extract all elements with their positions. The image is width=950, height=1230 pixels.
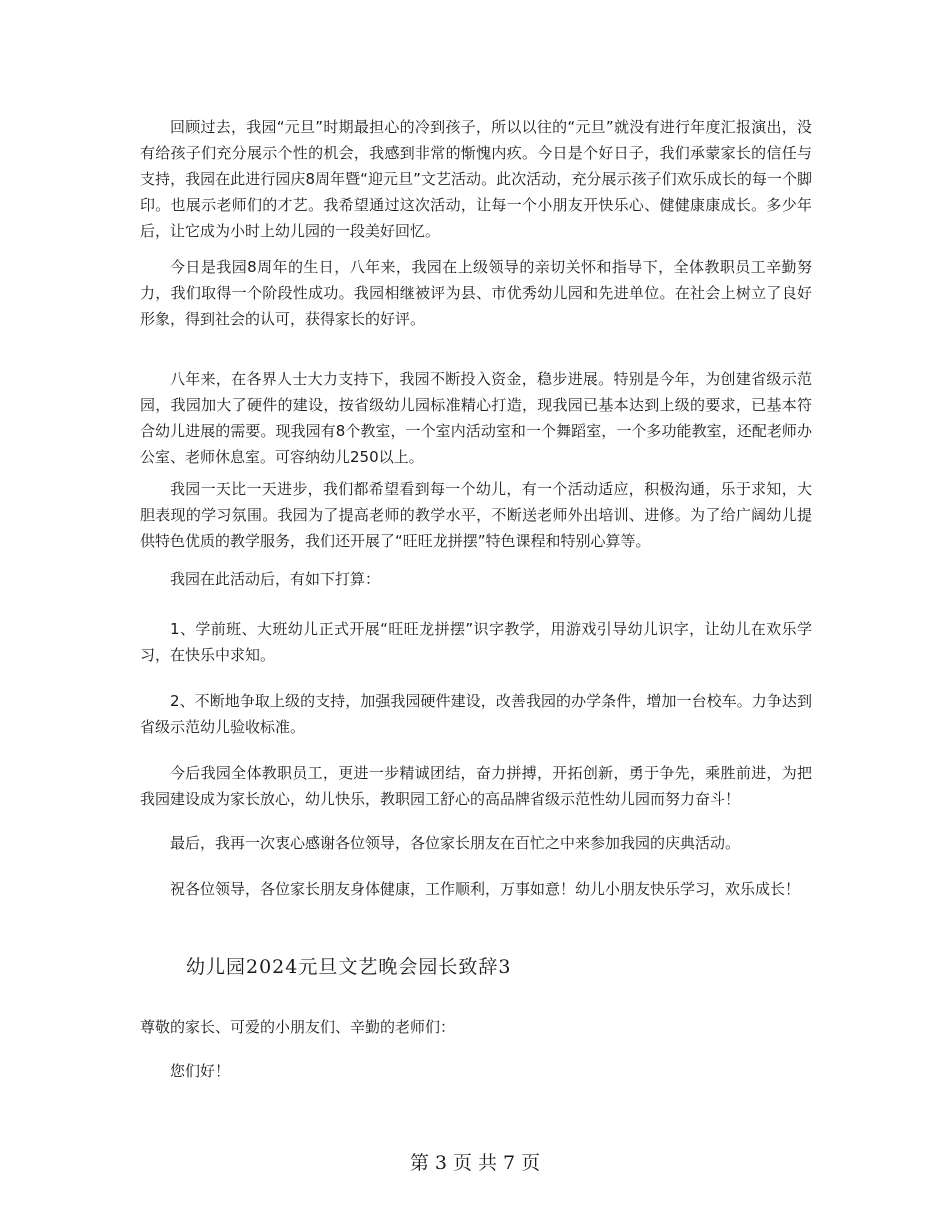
paragraph-future: 今后我园全体教职员工，更进一步精诚团结，奋力拼搏，开拓创新，勇于争先，乘胜前进，为把我园建设成为家长放心，幼儿快乐，教职园工舒心的高品牌省级示范性幼儿园而努力奋斗！ xyxy=(140,764,812,808)
paragraph-plan-2: 2、不断地争取上级的支持，加强我园硬件建设，改善我园的办学条件，增加一台校车。力争达到省级示范幼儿验收标准。 xyxy=(140,692,812,736)
paragraph-progress: 我园一天比一天进步，我们都希望看到每一个幼儿，有一个活动适应，积极沟通，乐于求知，大胆表现的学习氛围。我园为了提高老师的教学水平，不断送老师外出培训、进修。为了给广阔幼儿提供特色优质的教学服务，我们还开展了“旺旺龙拼摆”特色课程和特别心算等。 xyxy=(140,480,812,550)
section-heading: 幼儿园2024元旦文艺晚会园长致辞3 xyxy=(186,956,512,978)
paragraph-eight-years-investment: 八年来，在各界人士大力支持下，我园不断投入资金，稳步进展。特别是今年，为创建省级示范园，我园加大了硬件的建设，按省级幼儿园标准精心打造，现我园已基本达到上级的要求，已基本符合幼儿进展的需要。现我园有8个教室，一个室内活动室和一个舞蹈室，一个多功能教室，还配老师办公室、老师休息室。可容纳幼儿250以上。 xyxy=(140,370,812,466)
paragraph-thanks: 最后，我再一次衷心感谢各位领导，各位家长朋友在百忙之中来参加我园的庆典活动。 xyxy=(170,834,741,852)
paragraph-plans-intro: 我园在此活动后，有如下打算： xyxy=(170,570,381,588)
paragraph-wishes: 祝各位领导，各位家长朋友身体健康，工作顺利，万事如意！幼儿小朋友快乐学习，欢乐成长！ xyxy=(170,880,801,898)
paragraph-plan-1: 1、学前班、大班幼儿正式开展“旺旺龙拼摆”识字教学，用游戏引导幼儿识字，让幼儿在欢乐学习，在快乐中求知。 xyxy=(140,620,812,664)
greeting: 您们好！ xyxy=(170,1062,231,1080)
page-footer: 第 3 页 共 7 页 xyxy=(409,1152,541,1174)
paragraph-eighth-anniversary: 今日是我园8周年的生日，八年来，我园在上级领导的亲切关怀和指导下，全体教职员工辛勤努力，我们取得一个阶段性成功。我园相继被评为县、市优秀幼儿园和先进单位。在社会上树立了良好形象，得到社会的认可，获得家长的好评。 xyxy=(140,258,812,328)
salutation: 尊敬的家长、可爱的小朋友们、辛勤的老师们： xyxy=(140,1018,456,1036)
paragraph-review-past: 回顾过去，我园“元旦”时期最担心的冷到孩子，所以以往的“元旦”就没有进行年度汇报演出，没有给孩子们充分展示个性的机会，我感到非常的惭愧内疚。今日是个好日子，我们承蒙家长的信任与支持，我园在此进行园庆8周年暨“迎元旦”文艺活动。此次活动，充分展示孩子们欢乐成长的每一个脚印。也展示老师们的才艺。我希望通过这次活动，让每一个小朋友开快乐心、健健康康成长。多少年后，让它成为小时上幼儿园的一段美好回忆。 xyxy=(140,118,812,240)
